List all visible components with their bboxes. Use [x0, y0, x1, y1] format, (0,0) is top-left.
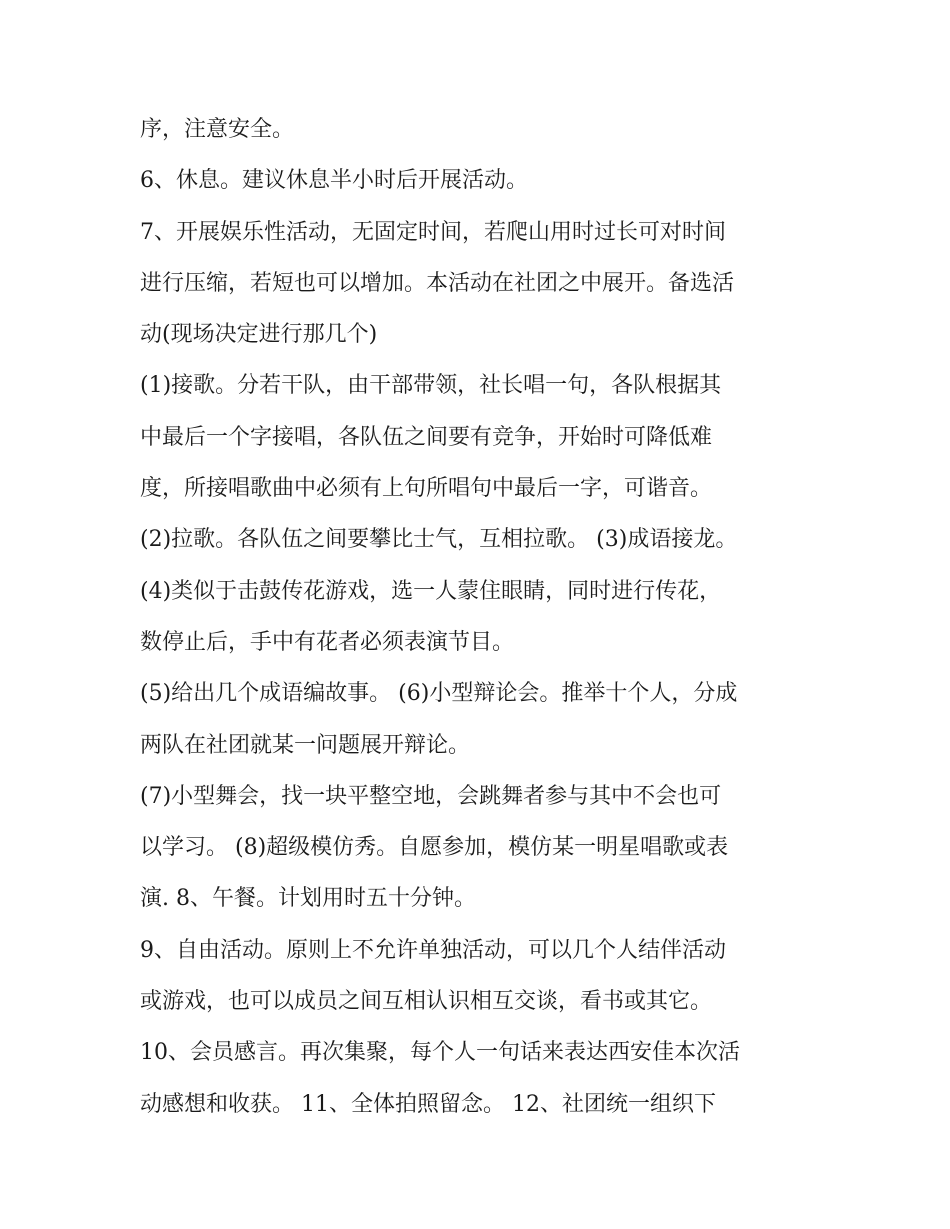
text-line: 序，注意安全。 [140, 117, 295, 142]
text-line: 动感想和收获。 11、全体拍照留念。 12、社团统一组织下 [140, 1091, 716, 1117]
text-line: 6、休息。建议休息半小时后开展活动。 [140, 168, 528, 194]
text-line: (4)类似于击鼓传花游戏，选一人蒙住眼睛，同时进行传花， [140, 578, 722, 604]
text-line: 两队在社团就某一问题展开辩论。 [140, 732, 471, 758]
text-line: 度，所接唱歌曲中必须有上句所唱句中最后一字，可谐音。 [140, 476, 713, 502]
text-line: (2)拉歌。各队伍之间要攀比士气，互相拉歌。 (3)成语接龙。 [140, 527, 738, 553]
text-line: 中最后一个字接唱，各队伍之间要有竞争，开始时可降低难 [140, 424, 713, 450]
document-body [140, 104, 830, 1130]
text-line: 进行压缩，若短也可以增加。本活动在社团之中展开。备选活 [140, 270, 735, 296]
text-line: 演. 8、午餐。计划用时五十分钟。 [140, 886, 476, 912]
text-line: 动(现场决定进行那几个) [140, 322, 378, 348]
text-line: 7、开展娱乐性活动，无固定时间，若爬山用时过长可对时间 [140, 219, 726, 245]
text-line: (5)给出几个成语编故事。 (6)小型辩论会。推举十个人，分成 [140, 681, 738, 707]
text-line: 或游戏，也可以成员之间互相认识相互交谈，看书或其它。 [140, 989, 713, 1015]
text-line: (1)接歌。分若干队，由干部带领，社长唱一句，各队根据其 [140, 373, 722, 399]
text-line: 9、自由活动。原则上不允许单独活动，可以几个人结伴活动 [140, 937, 726, 963]
text-line: 以学习。 (8)超级模仿秀。自愿参加，模仿某一明星唱歌或表 [140, 835, 729, 861]
text-line: 10、会员感言。再次集聚，每个人一句话来表达西安佳本次活 [140, 1040, 740, 1066]
text-line: (7)小型舞会，找一块平整空地，会跳舞者参与其中不会也可 [140, 783, 722, 809]
text-line: 数停止后，手中有花者必须表演节目。 [140, 629, 515, 655]
